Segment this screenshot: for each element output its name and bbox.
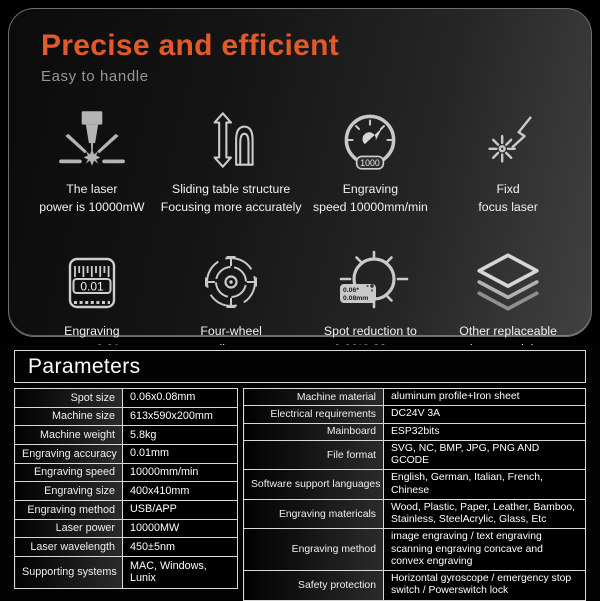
feature-engraving-accuracy (23, 241, 161, 359)
table-row (15, 538, 238, 557)
table-row (15, 407, 238, 426)
spec-label: Mainboard (244, 423, 384, 440)
spec-tables (14, 388, 586, 601)
spec-value: USB/APP (123, 500, 238, 519)
spot-sun-icon (302, 241, 440, 313)
spot-badge-line2: 0.08mm (343, 294, 369, 302)
spec-value: 0.01mm (123, 444, 238, 463)
parameters-header (14, 350, 586, 383)
spec-label: Electrical requirements (244, 406, 384, 423)
layers-icon (439, 241, 577, 313)
table-row (15, 556, 238, 588)
spec-label: Machine material (244, 389, 384, 406)
spec-label: Engraving size (15, 482, 123, 501)
parameters-title: Parameters (28, 354, 141, 378)
spec-value: ESP32bits (384, 423, 586, 440)
spec-label: Laser power (15, 519, 123, 538)
page-subtitle: Easy to handle (41, 68, 149, 85)
spec-value: 5.8kg (123, 426, 238, 445)
feature-laser-power (23, 99, 161, 217)
table-row (15, 426, 238, 445)
feature-caption: The laser power is 10000mW (39, 182, 145, 215)
spec-value: English, German, Italian, French, Chinese (384, 470, 586, 500)
hero-card (8, 8, 592, 337)
spec-table-right (243, 388, 586, 601)
speed-badge-label: 1000 (360, 158, 381, 169)
laser-burst-icon (439, 99, 577, 171)
table-row (244, 423, 586, 440)
spec-label: Safety protection (244, 571, 384, 601)
spec-label: Engraving method (244, 529, 384, 571)
table-row (244, 571, 586, 601)
table-row (15, 444, 238, 463)
spot-badge-line1: 0.06* (343, 286, 360, 294)
spec-value: DC24V 3A (384, 406, 586, 423)
spec-value: MAC, Windows, Lunix (123, 556, 238, 588)
feature-caption: Engraving speed 10000mm/min (312, 182, 428, 215)
table-row (244, 440, 586, 470)
page-title: Precise and efficient (41, 29, 340, 62)
spec-value: 10000MW (123, 519, 238, 538)
spec-value: 10000mm/min (123, 463, 238, 482)
spec-label: Engraving accuracy (15, 444, 123, 463)
table-row (244, 406, 586, 423)
spec-value: image engraving / text engraving scanning engraving concave and convex engraving (384, 529, 586, 571)
table-row (244, 389, 586, 406)
feature-caption: Sliding table structure Focusing more accurately (160, 182, 302, 215)
spec-label: Laser wavelength (15, 538, 123, 557)
spec-value: 613x590x200mm (123, 407, 238, 426)
spec-value: Wood, Plastic, Paper, Leather, Bamboo, Stainless, SteelAcrylic, Glass, Etc (384, 499, 586, 529)
parameters-panel (0, 345, 600, 600)
accuracy-badge-label: 0.01 (80, 279, 104, 294)
spec-label: Engraving method (15, 500, 123, 519)
feature-caption: Fixd focus laser (478, 182, 538, 215)
feature-replaceable-modules (439, 241, 577, 359)
feature-grid (23, 99, 577, 359)
feature-caption: Other replaceable (459, 323, 558, 338)
table-row (15, 389, 238, 408)
spec-label: Machine weight (15, 426, 123, 445)
speedometer-icon (302, 99, 440, 171)
sliding-table-icon (161, 99, 302, 171)
table-row (15, 519, 238, 538)
spec-label: File format (244, 440, 384, 470)
feature-engraving-speed (302, 99, 440, 217)
crosshair-aligner-icon (161, 241, 302, 313)
table-row (244, 529, 586, 571)
spec-label: Supporting systems (15, 556, 123, 588)
table-row (15, 463, 238, 482)
spec-label: Engraving speed (15, 463, 123, 482)
spec-label: Machine size (15, 407, 123, 426)
spec-label: Software support languages (244, 470, 384, 500)
table-row (244, 499, 586, 529)
spec-value: aluminum profile+Iron sheet (384, 389, 586, 406)
spec-value: 450±5nm (123, 538, 238, 557)
feature-fixed-focus (439, 99, 577, 217)
table-row (15, 500, 238, 519)
table-row (244, 470, 586, 500)
spec-table-left (14, 388, 238, 589)
feature-spot-reduction (302, 241, 440, 359)
feature-sliding-table (161, 99, 302, 217)
laser-module-icon (23, 99, 161, 171)
spec-label: Spot size (15, 389, 123, 408)
hero-header (23, 29, 577, 85)
feature-caption: Engraving (64, 323, 120, 338)
spec-label: Engraving matericals (244, 499, 384, 529)
feature-caption: Four-wheel (200, 323, 262, 338)
table-row (15, 482, 238, 501)
feature-four-wheel-aligner (161, 241, 302, 359)
spec-value: 400x410mm (123, 482, 238, 501)
feature-caption: Spot reduction to (323, 323, 417, 338)
spec-value: SVG, NC, BMP, JPG, PNG AND GCODE (384, 440, 586, 470)
ruler-accuracy-icon (23, 241, 161, 313)
spec-value: Horizontal gyroscope / emergency stop switch / Powerswitch lock (384, 571, 586, 601)
spec-value: 0.06x0.08mm (123, 389, 238, 408)
